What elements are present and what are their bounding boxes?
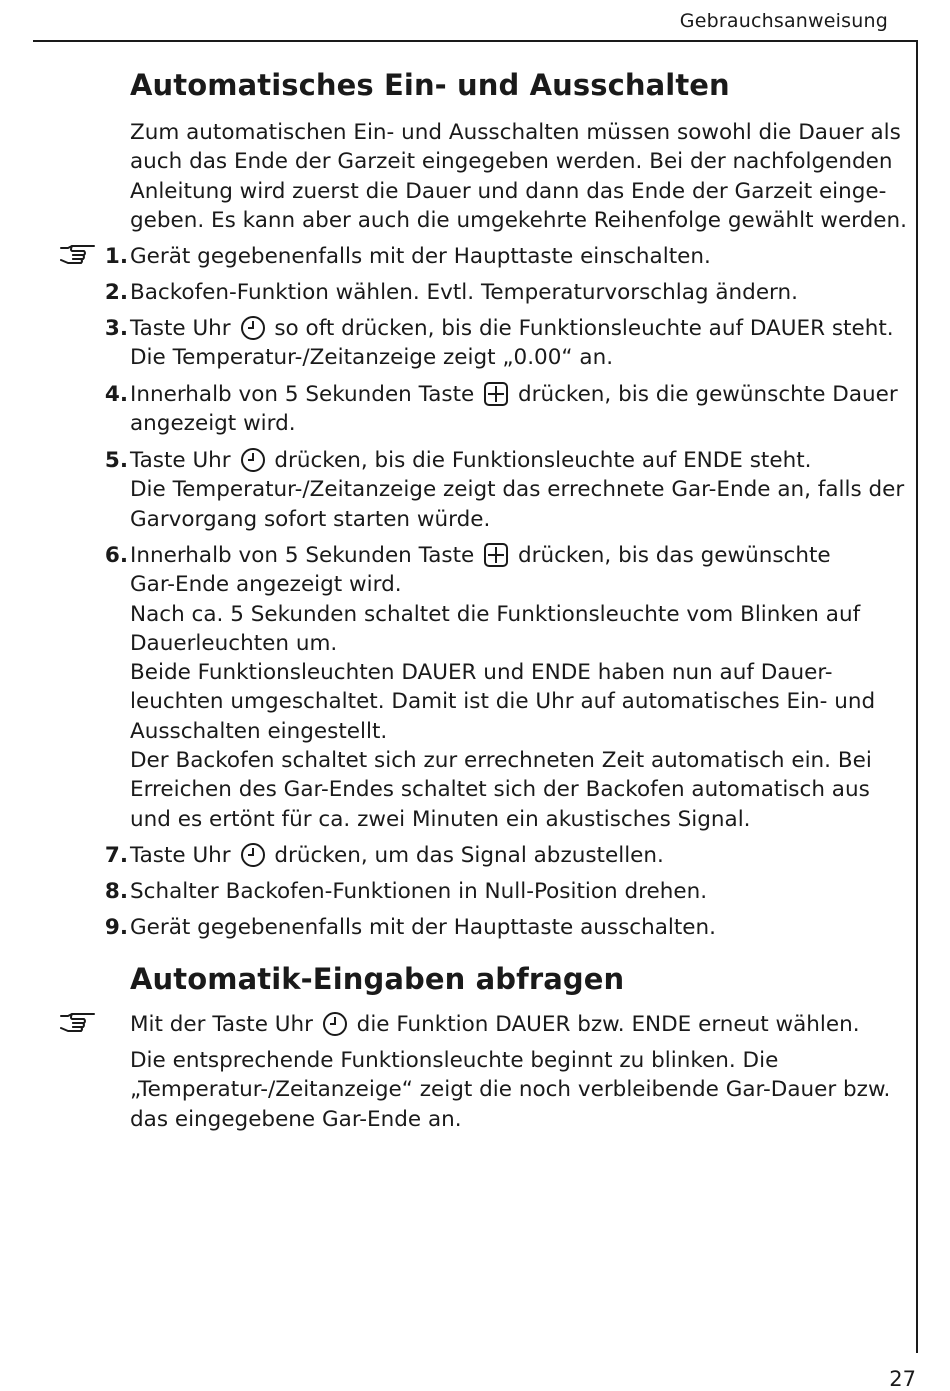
step-4: 4. Innerhalb von 5 Sekunden Taste drücken, bis die gewünschte Dauer angezeigt wird. bbox=[60, 380, 910, 439]
clock-icon bbox=[322, 1011, 348, 1037]
header-rule bbox=[33, 40, 918, 42]
step-number: 8. bbox=[104, 879, 128, 904]
running-header: Gebrauchsanweisung bbox=[679, 10, 888, 32]
step-2: 2. Backofen-Funktion wählen. Evtl. Temperaturvorschlag ändern. bbox=[60, 278, 910, 307]
clock-icon bbox=[240, 315, 266, 341]
page-edge-rule bbox=[916, 40, 918, 1353]
step-number: 3. bbox=[104, 316, 128, 341]
step-number: 2. bbox=[104, 280, 128, 305]
step-5: 5. Taste Uhr drücken, bis die Funktionsleuchte auf ENDE steht. Die Temperatur-/Zeitanzeige zeigt das errechnete Gar-Ende an, falls der Garvorgang sofort starten würde. bbox=[60, 446, 910, 534]
step-number: 5. bbox=[104, 448, 128, 473]
section-title-query: Automatik-Eingaben abfragen bbox=[130, 962, 625, 996]
intro-paragraph: Zum automatischen Ein- und Ausschalten müssen sowohl die Dauer als auch das Ende der Garzeit eingegeben werden. Bei der nachfolgenden Anleitung wird zuerst die Dauer und dann das Ende der Garzeit einge- geben. Es kann aber auch die umgekehrte Reihenfolge gewählt werden. bbox=[130, 120, 907, 233]
clock-icon bbox=[240, 842, 266, 868]
plus-key-icon bbox=[483, 542, 509, 568]
step-number: 7. bbox=[104, 843, 128, 868]
step-6: 6. Innerhalb von 5 Sekunden Taste drücken, bis das gewünschte Gar-Ende angezeigt wird. Nach ca. 5 Sekunden schaltet die Funktionsleuchte vom Blinken auf Dauerleuchten um. Beide Funktionsleuchten DAUER und ENDE haben nun auf Dauer- leuchten umgeschaltet. Damit ist die Uhr auf automatisches Ein- und Ausschalten eingestellt. Der Backofen schaltet sich zur errechneten Zeit automatisch ein. Bei Erreichen des Gar-Endes schaltet sich der Backofen automatisch aus und es ertönt für ca. zwei Minuten ein akustisches Signal. bbox=[60, 541, 910, 834]
section-title-automatic: Automatisches Ein- und Ausschalten bbox=[130, 68, 730, 102]
step-number: 9. bbox=[104, 915, 128, 940]
step-number: 1. bbox=[104, 244, 128, 269]
step-number: 6. bbox=[104, 543, 128, 568]
pointing-hand-icon bbox=[60, 1009, 96, 1035]
plus-key-icon bbox=[483, 381, 509, 407]
query-paragraph: Die entsprechende Funktionsleuchte beginnt zu blinken. Die „Temperatur-/Zeitanzeige“ zeigt die noch verbleibende Gar-Dauer bzw. das eingegebene Gar-Ende an. bbox=[130, 1048, 891, 1132]
step-7: 7. Taste Uhr drücken, um das Signal abzustellen. bbox=[60, 841, 910, 870]
page-number: 27 bbox=[889, 1367, 916, 1391]
clock-icon bbox=[240, 447, 266, 473]
query-hint: Mit der Taste Uhr die Funktion DAUER bzw. ENDE erneut wählen. bbox=[60, 1010, 910, 1039]
step-3: 3. Taste Uhr so oft drücken, bis die Funktionsleuchte auf DAUER steht. Die Temperatur-/Zeitanzeige zeigt „0.00“ an. bbox=[60, 314, 910, 373]
step-8: 8. Schalter Backofen-Funktionen in Null-Position drehen. bbox=[60, 877, 910, 906]
step-9: 9. Gerät gegebenenfalls mit der Haupttaste ausschalten. bbox=[60, 913, 910, 942]
step-number: 4. bbox=[104, 382, 128, 407]
step-1: 1. Gerät gegebenenfalls mit der Haupttaste einschalten. bbox=[60, 242, 910, 271]
pointing-hand-icon bbox=[60, 241, 96, 267]
